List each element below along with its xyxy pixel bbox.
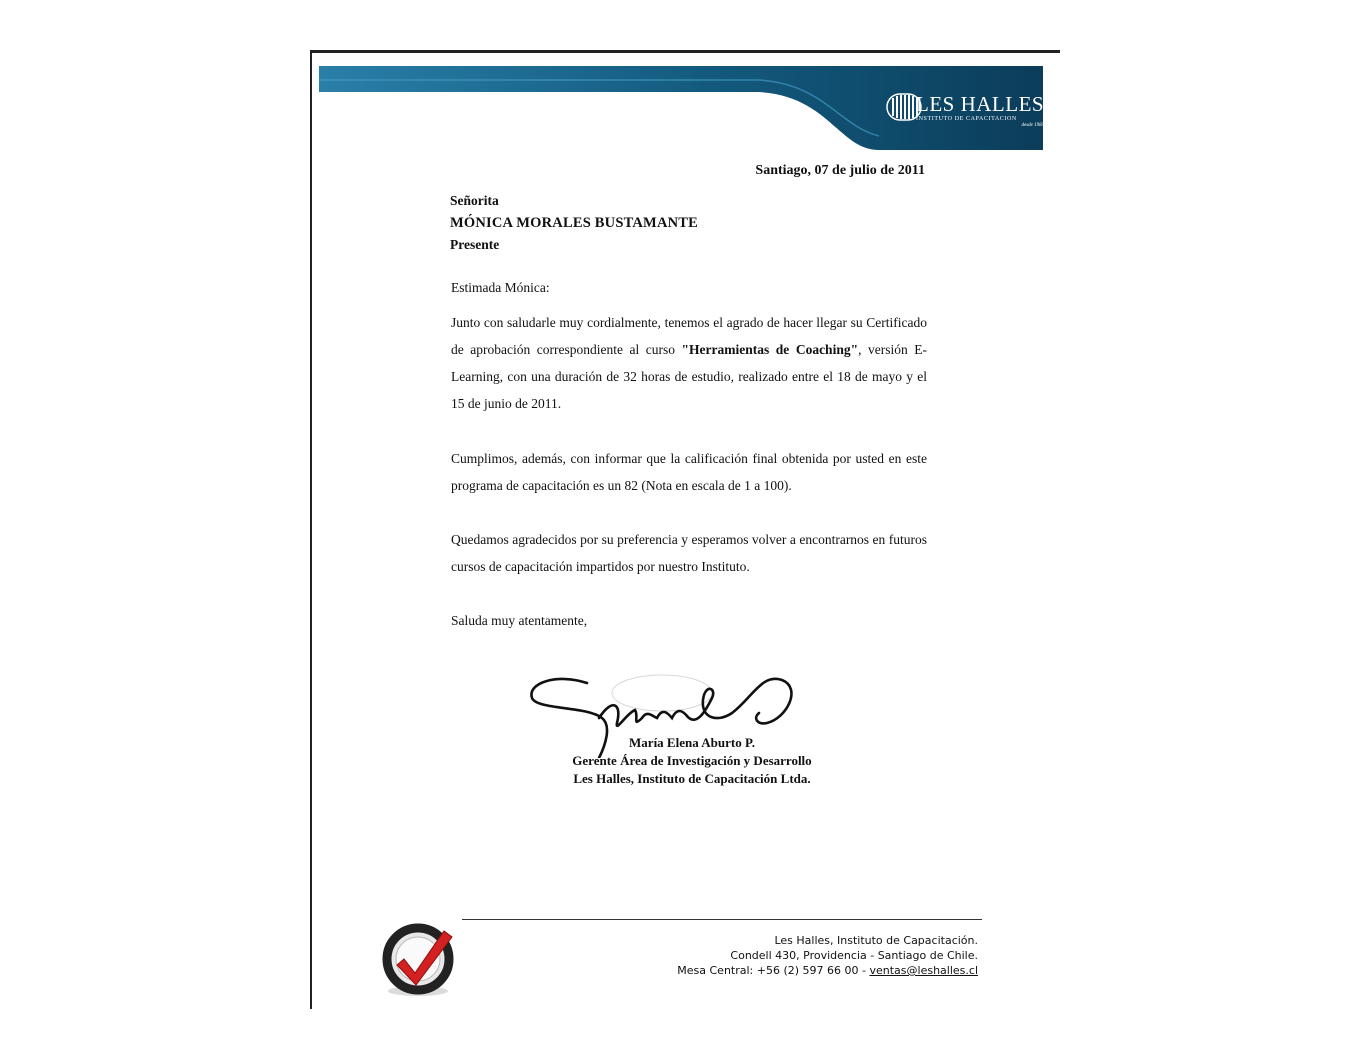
signer-title: Gerente Área de Investigación y Desarrollo	[572, 753, 812, 768]
course-name: "Herramientas de Coaching"	[681, 342, 859, 357]
greeting: Estimada Mónica:	[451, 280, 550, 295]
footer-phone: Mesa Central: +56 (2) 597 66 00 -	[677, 964, 870, 977]
logo-name: LES HALLES	[916, 92, 1045, 116]
recipient-salutation: Señorita	[450, 193, 499, 208]
letter-page	[310, 50, 1060, 1009]
footer-address: Condell 430, Providencia - Santiago de Chile.	[730, 949, 978, 962]
footer-institute: Les Halles, Instituto de Capacitación.	[774, 934, 978, 947]
p1-text-a: Junto con saludarle muy cordialmente, tenemos el agrado de hacer llegar su Certificado de aprobación correspondiente al curso	[451, 315, 927, 357]
paragraph-thanks: Quedamos agradecidos por su preferencia y esperamos volver a encontrarnos en futuros cursos de capacitación impartidos por nuestro Instituto.	[451, 532, 927, 574]
logo	[916, 93, 1044, 129]
recipient-block	[450, 190, 698, 256]
footer-phone-line	[677, 963, 978, 978]
p1-text-b: , versión E-Learning, con una duración de 32 horas de estudio, realizado entre el 18 de mayo y el 15 de junio de 2011.	[451, 342, 927, 411]
footer-divider	[462, 919, 982, 920]
footer-contact	[677, 933, 978, 978]
paragraph-grade: Cumplimos, además, con informar que la calificación final obtenida por usted en este programa de capacitación es un 82 (Nota en escala de 1 a 100).	[451, 451, 927, 493]
logo-subtitle: INSTITUTO DE CAPACITACION	[916, 116, 1017, 122]
signer-org: Les Halles, Instituto de Capacitación Ltda.	[573, 771, 811, 786]
recipient-presente: Presente	[450, 237, 500, 252]
iso-certification-icon	[382, 919, 470, 999]
recipient-name: MÓNICA MORALES BUSTAMANTE	[450, 215, 699, 231]
signer-block	[552, 734, 832, 788]
letter-date: Santiago, 07 de julio de 2011	[755, 163, 925, 178]
footer-email-link[interactable]: ventas@leshalles.cl	[869, 964, 978, 977]
closing: Saluda muy atentamente,	[451, 613, 588, 628]
paragraph-certificate	[451, 309, 927, 417]
signer-name: María Elena Aburto P.	[629, 735, 755, 750]
logo-since: desde 1985	[1021, 123, 1045, 128]
